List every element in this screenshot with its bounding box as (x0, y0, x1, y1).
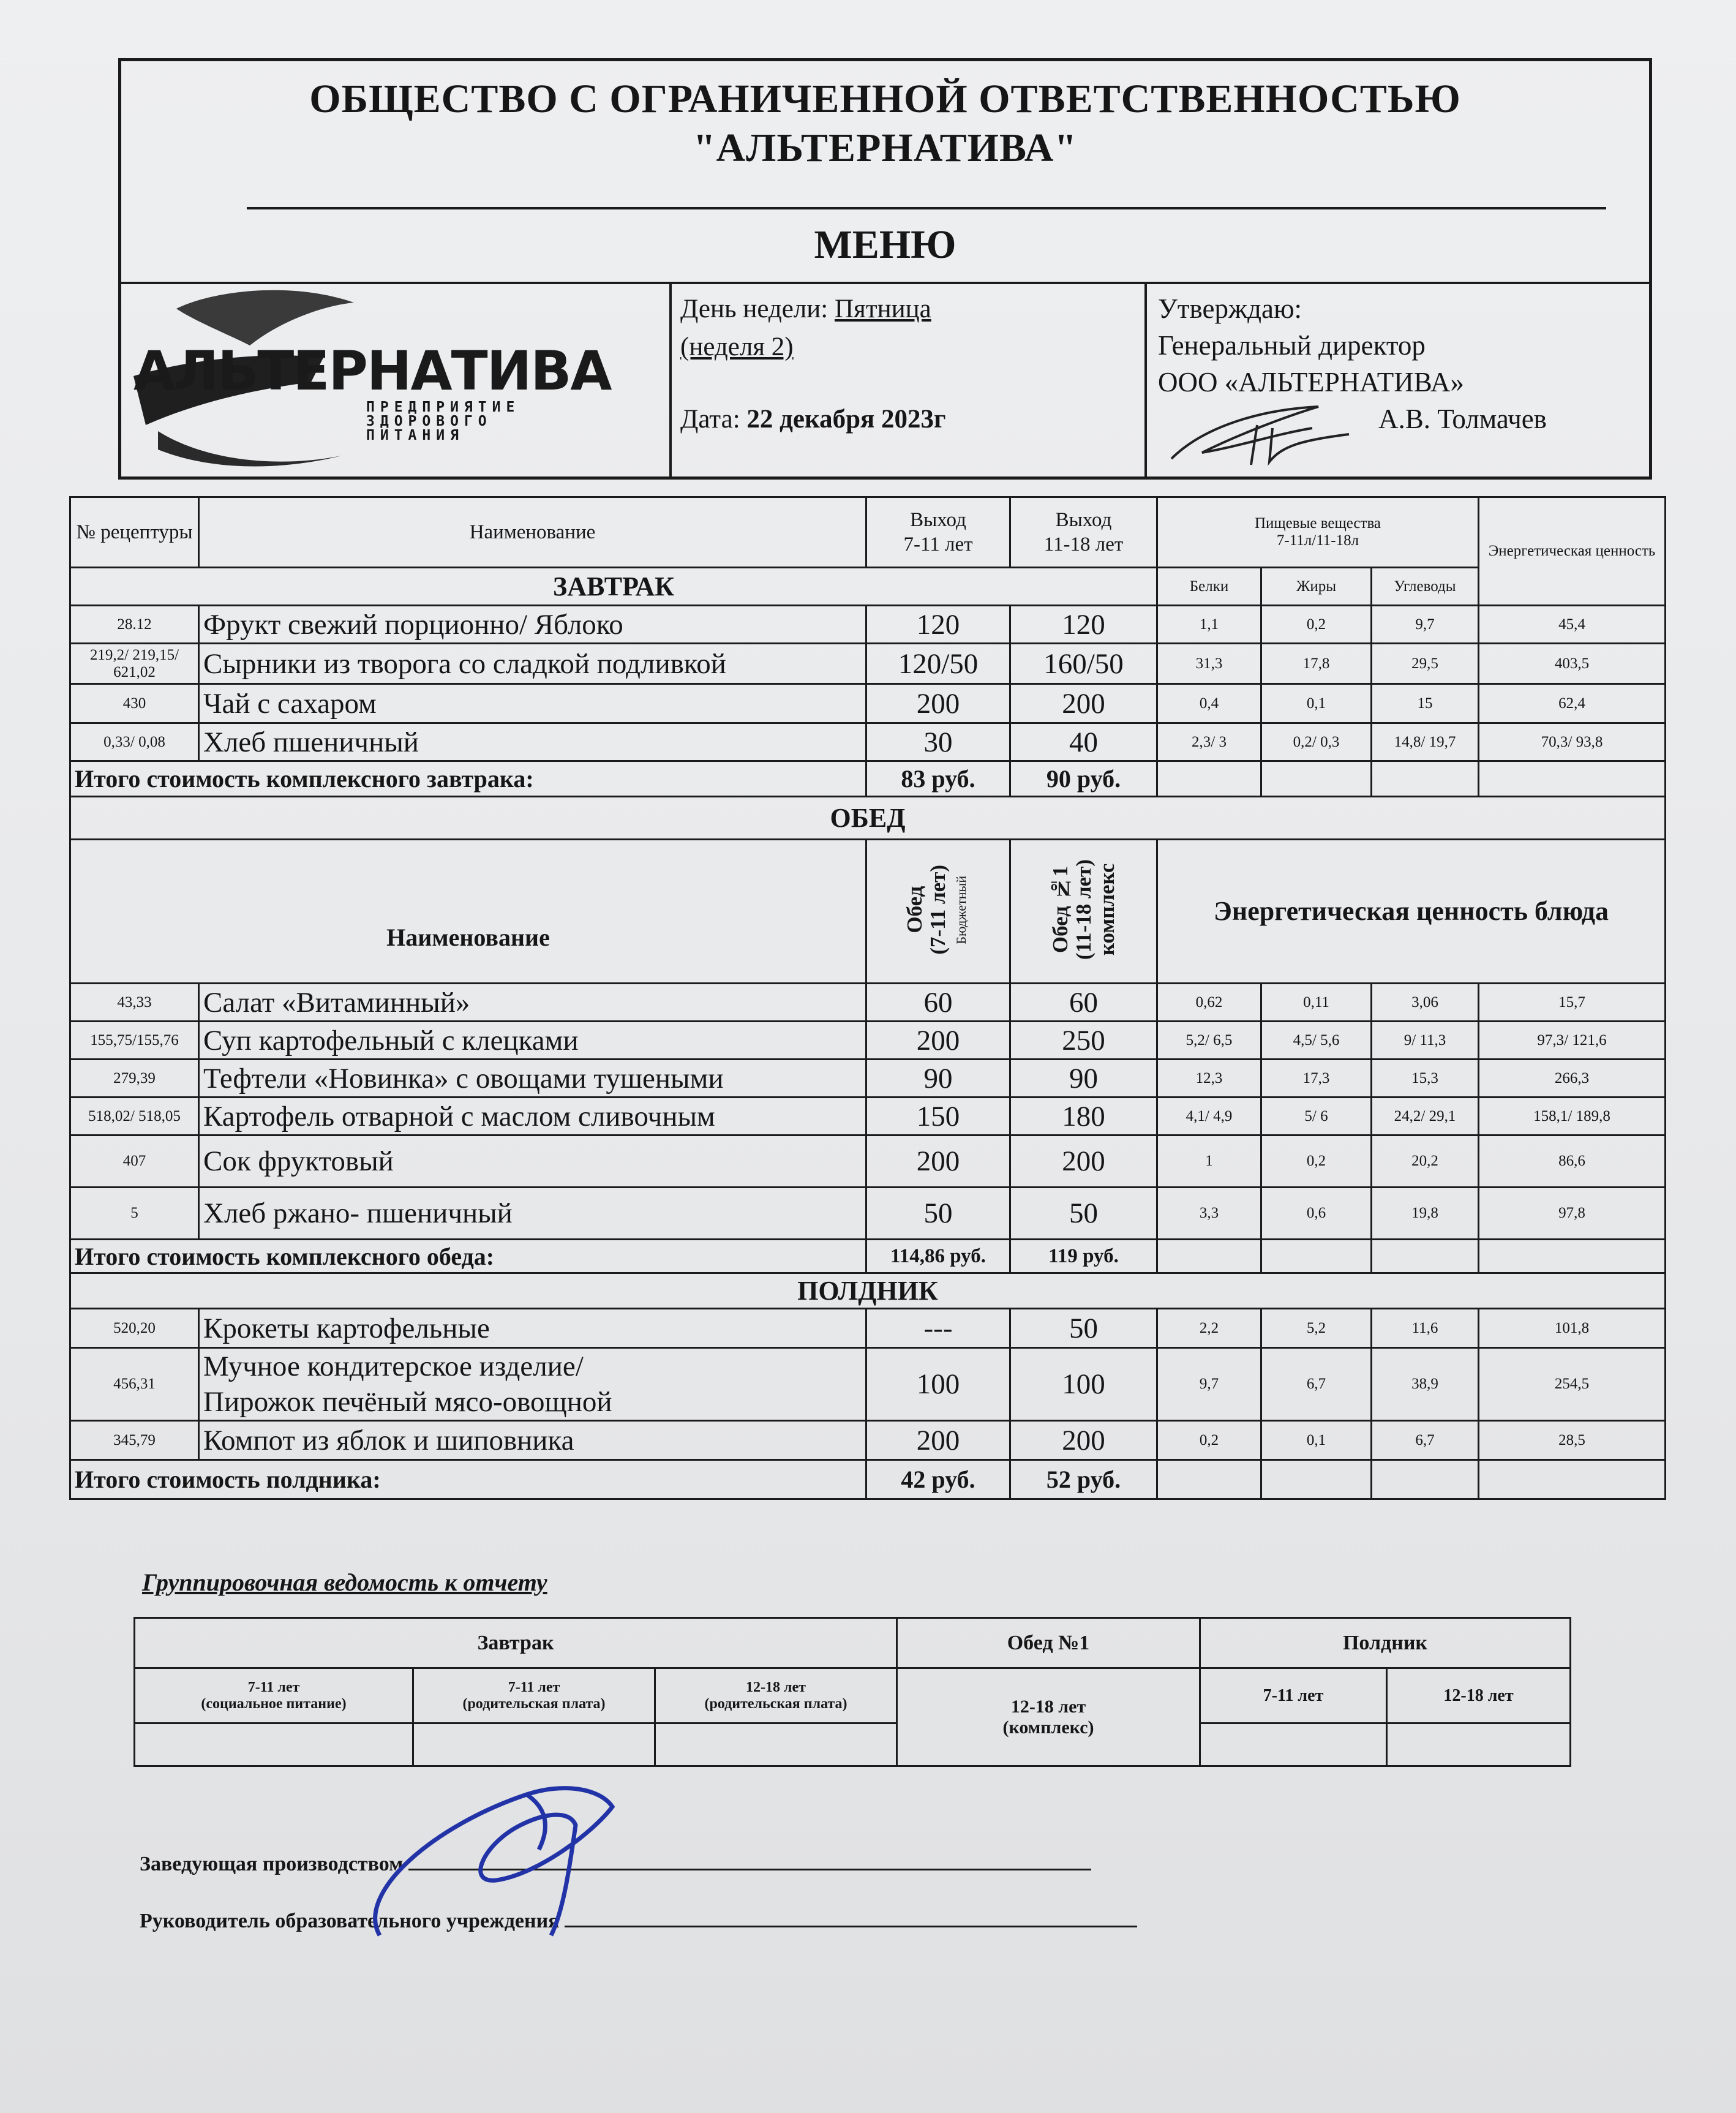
fat: 0,11 (1261, 984, 1372, 1022)
sub-header: 7-11 лет (247, 1679, 300, 1695)
dish-name: Фрукт свежий порционно/ Яблоко (199, 606, 866, 644)
energy: 62,4 (1479, 684, 1666, 723)
col-output-7-11 (866, 497, 1010, 568)
col-output-11-18 (1010, 497, 1157, 568)
empty-cell (1372, 1460, 1479, 1499)
empty-cell (1372, 1240, 1479, 1273)
output-7-11: --- (866, 1309, 1010, 1348)
fat: 0,6 (1261, 1188, 1372, 1240)
output-7-11: 200 (866, 1421, 1010, 1460)
grouping-col-6: 12-18 лет (1387, 1668, 1571, 1723)
menu-table (69, 496, 1666, 1500)
protein: 1 (1157, 1136, 1261, 1188)
header-text: Обед №1 (1048, 866, 1072, 954)
lunch-col-name: Наименование (70, 840, 866, 984)
logo-word: АЛЬТЕРНАТИВА (133, 339, 611, 402)
table-row (70, 684, 1666, 723)
weekday-value: Пятница (834, 295, 931, 323)
recipe-code: 430 (70, 684, 199, 723)
grouping-table (133, 1617, 1571, 1767)
energy: 70,3/ 93,8 (1479, 723, 1666, 761)
carbs: 24,2/ 29,1 (1372, 1098, 1479, 1136)
carbs: 9,7 (1372, 606, 1479, 644)
snack-total-11-18: 52 руб. (1010, 1460, 1157, 1499)
header-text: 11-18 лет (1043, 533, 1124, 556)
approval-block (1147, 284, 1649, 476)
fat: 17,3 (1261, 1060, 1372, 1098)
recipe-code: 520,20 (70, 1309, 199, 1348)
empty-cell (1157, 761, 1261, 797)
sub-header: (социальное питание) (201, 1695, 347, 1712)
output-11-18: 120 (1010, 606, 1157, 644)
col-name: Наименование (199, 497, 866, 568)
energy: 97,3/ 121,6 (1479, 1022, 1666, 1060)
header-text: Обед (903, 886, 926, 934)
lunch-energy-header: Энергетическая ценность блюда (1157, 840, 1666, 984)
carbs: 38,9 (1372, 1348, 1479, 1421)
grouping-col-1 (135, 1668, 413, 1723)
header-text: комплекс (1094, 864, 1119, 956)
energy: 254,5 (1479, 1348, 1666, 1421)
output-7-11: 90 (866, 1060, 1010, 1098)
empty-cell (1200, 1723, 1387, 1766)
carbs: 9/ 11,3 (1372, 1022, 1479, 1060)
fat: 0,2/ 0,3 (1261, 723, 1372, 761)
company-logo (121, 284, 669, 476)
energy: 15,7 (1479, 984, 1666, 1022)
recipe-code: 219,2/ 219,15/ 621,02 (70, 644, 199, 684)
output-7-11: 100 (866, 1348, 1010, 1421)
output-11-18: 180 (1010, 1098, 1157, 1136)
energy: 86,6 (1479, 1136, 1666, 1188)
breakfast-total-row (70, 761, 1666, 797)
header-text: Выход (910, 509, 966, 531)
carbs: 6,7 (1372, 1421, 1479, 1460)
output-7-11: 200 (866, 1022, 1010, 1060)
grouping-snack: Полдник (1200, 1618, 1571, 1668)
sub-header: (родительская плата) (462, 1695, 606, 1712)
lunch-total-11-18: 119 руб. (1010, 1240, 1157, 1273)
empty-cell (1387, 1723, 1571, 1766)
dish-name (199, 1348, 866, 1421)
logo-sub-line: ПИТАНИЯ (366, 427, 464, 443)
fat: 5,2 (1261, 1309, 1372, 1348)
energy: 97,8 (1479, 1188, 1666, 1240)
carbs: 15,3 (1372, 1060, 1479, 1098)
header-text: Бюджетный (953, 875, 969, 944)
output-7-11: 150 (866, 1098, 1010, 1136)
divider (247, 207, 1606, 209)
org-line-2: "АЛЬТЕРНАТИВА" (693, 126, 1078, 170)
logo-subtitle (366, 401, 520, 443)
snack-title-row (70, 1273, 1666, 1309)
col-nutrients (1157, 497, 1479, 568)
production-signature-icon (343, 1752, 661, 1972)
carbs: 19,8 (1372, 1188, 1479, 1240)
lunch-total-label: Итого стоимость комплексного обеда: (70, 1240, 866, 1273)
logo-sub-line: ЗДОРОВОГО (366, 413, 492, 429)
snack-title: ПОЛДНИК (70, 1273, 1666, 1309)
empty-cell (1261, 761, 1372, 797)
carbs: 14,8/ 19,7 (1372, 723, 1479, 761)
header-text: Пищевые вещества (1254, 515, 1381, 532)
sub-header: (родительская плата) (704, 1695, 847, 1712)
dish-name: Салат «Витаминный» (199, 984, 866, 1022)
snack-total-row (70, 1460, 1666, 1499)
table-row (70, 1022, 1666, 1060)
col-protein: Белки (1157, 568, 1261, 606)
output-11-18: 100 (1010, 1348, 1157, 1421)
output-7-11: 30 (866, 723, 1010, 761)
breakfast-total-7-11: 83 руб. (866, 761, 1010, 797)
dish-name: Чай с сахаром (199, 684, 866, 723)
dish-name: Компот из яблок и шиповника (199, 1421, 866, 1460)
fat: 5/ 6 (1261, 1098, 1372, 1136)
snack-total-7-11: 42 руб. (866, 1460, 1010, 1499)
grouping-breakfast: Завтрак (135, 1618, 897, 1668)
grouping-title: Группировочная ведомость к отчету (142, 1569, 547, 1596)
empty-cell (1261, 1240, 1372, 1273)
carbs: 15 (1372, 684, 1479, 723)
empty-cell (1479, 1460, 1666, 1499)
dish-name: Хлеб пшеничный (199, 723, 866, 761)
output-7-11: 200 (866, 684, 1010, 723)
recipe-code: 5 (70, 1188, 199, 1240)
grouping-lunch: Обед №1 (897, 1618, 1200, 1668)
table-row (70, 1060, 1666, 1098)
recipe-code: 518,02/ 518,05 (70, 1098, 199, 1136)
sub-header: 12-18 лет (746, 1679, 806, 1695)
grouping-col-2 (413, 1668, 655, 1723)
protein: 1,1 (1157, 606, 1261, 644)
logo-sub-line: ПРЕДПРИЯТИЕ (366, 399, 520, 415)
output-11-18: 50 (1010, 1309, 1157, 1348)
organization-name (121, 75, 1649, 173)
protein: 5,2/ 6,5 (1157, 1022, 1261, 1060)
lunch-title: ОБЕД (70, 797, 1666, 840)
breakfast-title-row (70, 568, 1666, 606)
grouping-head-row (135, 1618, 1571, 1668)
header-text: 7-11 лет (903, 533, 973, 556)
recipe-code: 345,79 (70, 1421, 199, 1460)
protein: 3,3 (1157, 1188, 1261, 1240)
output-11-18: 160/50 (1010, 644, 1157, 684)
lunch-col-7-11-label (903, 865, 973, 955)
lunch-header-row (70, 840, 1666, 984)
output-7-11: 120/50 (866, 644, 1010, 684)
table-row (70, 984, 1666, 1022)
carbs: 11,6 (1372, 1309, 1479, 1348)
director-signature-icon (1165, 391, 1361, 471)
grouping-col-3 (655, 1668, 897, 1723)
col-carbs: Углеводы (1372, 568, 1479, 606)
table-row (70, 1188, 1666, 1240)
protein: 12,3 (1157, 1060, 1261, 1098)
grouping-sub-row (135, 1668, 1571, 1723)
menu-title: МЕНЮ (814, 222, 956, 267)
protein: 0,2 (1157, 1421, 1261, 1460)
header-text: Выход (1055, 509, 1112, 531)
dish-name: Сок фруктовый (199, 1136, 866, 1188)
protein: 4,1/ 4,9 (1157, 1098, 1261, 1136)
table-row (70, 1348, 1666, 1421)
lunch-col-11-18 (1010, 840, 1157, 984)
output-11-18: 200 (1010, 684, 1157, 723)
recipe-code: 43,33 (70, 984, 199, 1022)
snack-total-label: Итого стоимость полдника: (70, 1460, 866, 1499)
output-7-11: 200 (866, 1136, 1010, 1188)
grouping-col-4 (897, 1668, 1200, 1766)
table-row (70, 1098, 1666, 1136)
header-info-row (121, 282, 1649, 476)
recipe-code: 407 (70, 1136, 199, 1188)
fat: 0,1 (1261, 684, 1372, 723)
approve-company: ООО «АЛЬТЕРНАТИВА» (1158, 367, 1464, 397)
energy: 101,8 (1479, 1309, 1666, 1348)
fat: 6,7 (1261, 1348, 1372, 1421)
fat: 0,1 (1261, 1421, 1372, 1460)
approve-name: А.В. Толмачев (1378, 404, 1547, 434)
col-energy: Энергетическая ценность (1479, 497, 1666, 606)
energy: 45,4 (1479, 606, 1666, 644)
day-info (669, 284, 1147, 476)
dish-name: Тефтели «Новинка» с овощами тушеными (199, 1060, 866, 1098)
dish-name-line: Мучное кондитерское изделие/ (203, 1350, 584, 1382)
breakfast-total-11-18: 90 руб. (1010, 761, 1157, 797)
table-row (70, 1421, 1666, 1460)
dish-name-line: Пирожок печёный мясо-овощной (203, 1386, 612, 1418)
lunch-total-7-11: 114,86 руб. (866, 1240, 1010, 1273)
energy: 28,5 (1479, 1421, 1666, 1460)
output-7-11: 60 (866, 984, 1010, 1022)
energy: 158,1/ 189,8 (1479, 1098, 1666, 1136)
table-row (70, 606, 1666, 644)
dish-name: Сырники из творога со сладкой подливкой (199, 644, 866, 684)
date-label: Дата: (680, 405, 740, 434)
protein: 9,7 (1157, 1348, 1261, 1421)
recipe-code: 0,33/ 0,08 (70, 723, 199, 761)
protein: 2,2 (1157, 1309, 1261, 1348)
lunch-col-11-18-label (1049, 859, 1119, 960)
output-11-18: 200 (1010, 1421, 1157, 1460)
carbs: 29,5 (1372, 644, 1479, 684)
dish-name: Хлеб ржано- пшеничный (199, 1188, 866, 1240)
week-value: (неделя 2) (680, 333, 794, 361)
recipe-code: 456,31 (70, 1348, 199, 1421)
approve-position: Генеральный директор (1158, 330, 1426, 361)
recipe-code: 279,39 (70, 1060, 199, 1098)
output-11-18: 50 (1010, 1188, 1157, 1240)
date-value: 22 декабря 2023г (746, 405, 946, 434)
header-text: (11-18 лет) (1071, 859, 1095, 960)
empty-cell (1479, 761, 1666, 797)
energy: 266,3 (1479, 1060, 1666, 1098)
dish-name: Суп картофельный с клецками (199, 1022, 866, 1060)
fat: 0,2 (1261, 606, 1372, 644)
output-11-18: 200 (1010, 1136, 1157, 1188)
col-recipe: № рецептуры (70, 497, 199, 568)
col-fat: Жиры (1261, 568, 1372, 606)
table-row (70, 1309, 1666, 1348)
weekday-label: День недели: (680, 295, 829, 323)
table-row (70, 1136, 1666, 1188)
dish-name: Картофель отварной с маслом сливочным (199, 1098, 866, 1136)
protein: 0,4 (1157, 684, 1261, 723)
lunch-total-row (70, 1240, 1666, 1273)
fat: 17,8 (1261, 644, 1372, 684)
recipe-code: 155,75/155,76 (70, 1022, 199, 1060)
energy: 403,5 (1479, 644, 1666, 684)
sub-header: 7-11 лет (508, 1679, 560, 1695)
table-row (70, 644, 1666, 684)
protein: 2,3/ 3 (1157, 723, 1261, 761)
table-header-row (70, 497, 1666, 568)
lunch-col-7-11 (866, 840, 1010, 984)
recipe-code: 28.12 (70, 606, 199, 644)
empty-cell (1157, 1460, 1261, 1499)
org-line-1: ОБЩЕСТВО С ОГРАНИЧЕННОЙ ОТВЕТСТВЕННОСТЬЮ (309, 77, 1461, 121)
fat: 4,5/ 5,6 (1261, 1022, 1372, 1060)
output-11-18: 250 (1010, 1022, 1157, 1060)
empty-cell (1372, 761, 1479, 797)
output-11-18: 90 (1010, 1060, 1157, 1098)
empty-cell (1157, 1240, 1261, 1273)
header-text: 7-11л/11-18л (1276, 532, 1359, 549)
protein: 0,62 (1157, 984, 1261, 1022)
lunch-title-row (70, 797, 1666, 840)
approve-label: Утверждаю: (1158, 293, 1302, 324)
table-row (70, 723, 1666, 761)
signature-production-label: Заведующая производством (140, 1853, 404, 1875)
carbs: 20,2 (1372, 1136, 1479, 1188)
header-box (118, 58, 1652, 480)
empty-cell (1261, 1460, 1372, 1499)
breakfast-title: ЗАВТРАК (70, 568, 1157, 606)
carbs: 3,06 (1372, 984, 1479, 1022)
protein: 31,3 (1157, 644, 1261, 684)
signature-school-label: Руководитель образовательного учреждения (140, 1910, 560, 1932)
output-7-11: 50 (866, 1188, 1010, 1240)
grouping-col-5: 7-11 лет (1200, 1668, 1387, 1723)
header-text: (7-11 лет) (926, 865, 950, 955)
sub-header: (комплекс) (1002, 1717, 1094, 1738)
fat: 0,2 (1261, 1136, 1372, 1188)
dish-name: Крокеты картофельные (199, 1309, 866, 1348)
output-11-18: 40 (1010, 723, 1157, 761)
output-7-11: 120 (866, 606, 1010, 644)
empty-cell (1479, 1240, 1666, 1273)
output-11-18: 60 (1010, 984, 1157, 1022)
empty-cell (655, 1723, 897, 1766)
breakfast-total-label: Итого стоимость комплексного завтрака: (70, 761, 866, 797)
sub-header: 12-18 лет (1010, 1696, 1086, 1717)
